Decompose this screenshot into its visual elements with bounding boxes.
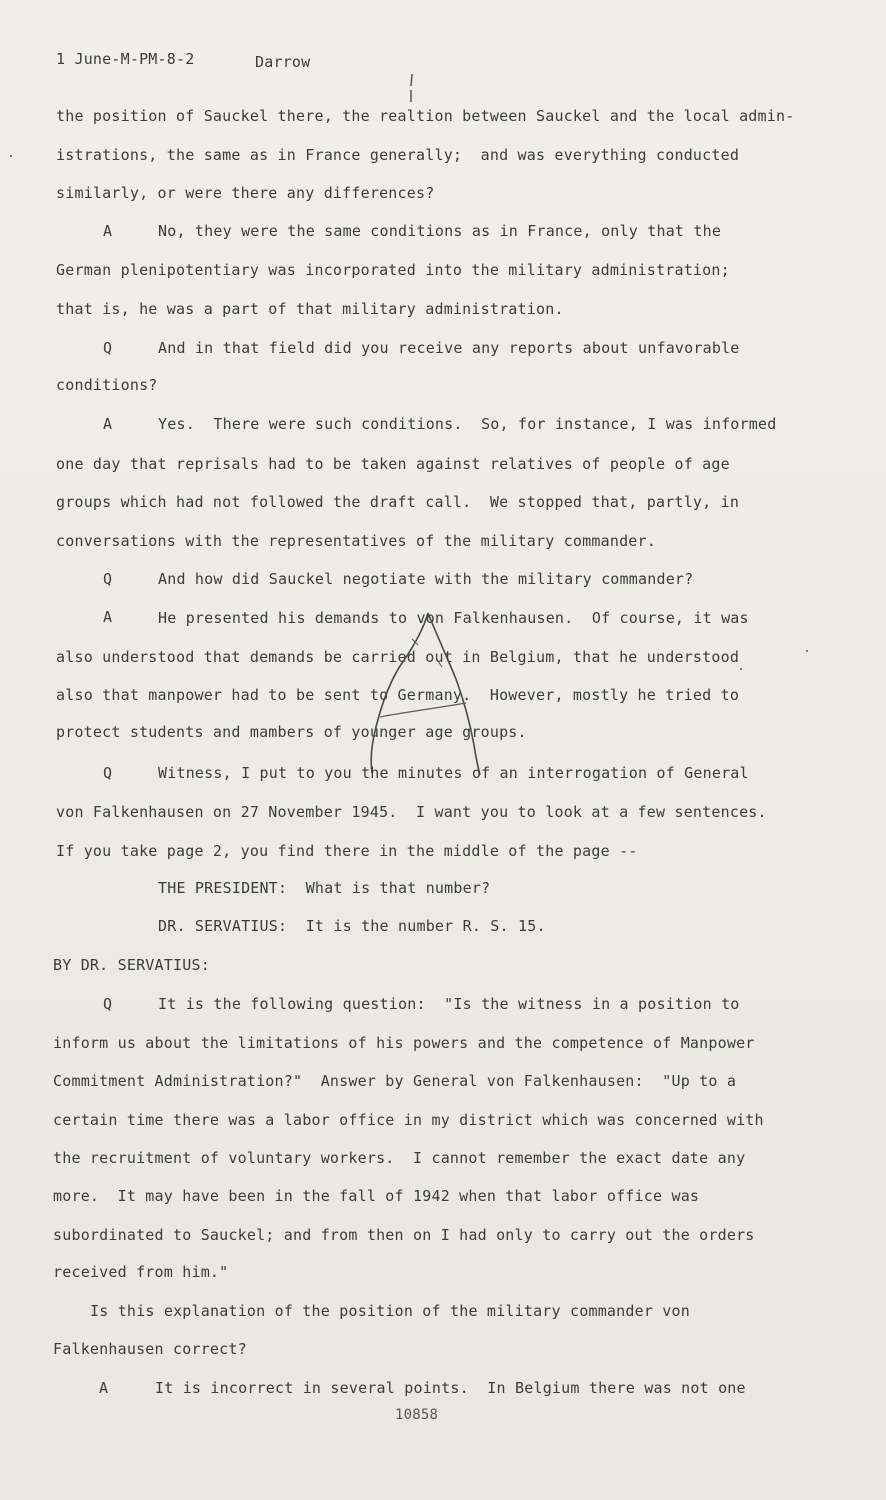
transcript-line: similarly, or were there any differences?	[56, 184, 435, 202]
transcript-line: Falkenhausen correct?	[53, 1340, 247, 1358]
transcript-line: istrations, the same as in France generally; and was everything conducted	[56, 146, 740, 164]
speaker-label: A	[103, 222, 113, 240]
transcript-line: German plenipotentiary was incorporated into the military administration;	[56, 261, 730, 279]
transcript-line: And how did Sauckel negotiate with the military commander?	[158, 570, 694, 588]
transcript-line: It is incorrect in several points. In Belgium there was not one	[155, 1379, 746, 1397]
speaker-label: Q	[103, 764, 113, 782]
reporter-name: Darrow	[255, 53, 311, 71]
transcript-line: conversations with the representatives of the military commander.	[56, 532, 656, 550]
margin-dot	[740, 668, 742, 670]
margin-dot	[10, 155, 12, 157]
transcript-line: inform us about the limitations of his powers and the competence of Manpower	[53, 1034, 755, 1052]
pencil-scribble	[340, 605, 500, 780]
transcript-line: one day that reprisals had to be taken against relatives of people of age	[56, 455, 730, 473]
page-id: 1 June-M-PM-8-2	[56, 50, 195, 68]
transcript-line: DR. SERVATIUS: It is the number R. S. 15.	[158, 917, 546, 935]
transcript-line: No, they were the same conditions as in France, only that the	[158, 222, 722, 240]
transcript-line: the position of Sauckel there, the realtion between Sauckel and the local admin-	[56, 107, 795, 125]
transcript-line: more. It may have been in the fall of 1942 when that labor office was	[53, 1187, 700, 1205]
ink-mark-top	[405, 72, 417, 112]
speaker-label: A	[103, 415, 113, 433]
transcript-line: Yes. There were such conditions. So, for instance, I was informed	[158, 415, 777, 433]
page-number: 10858	[395, 1407, 439, 1423]
transcript-line: BY DR. SERVATIUS:	[53, 956, 210, 974]
transcript-line: Commitment Administration?" Answer by General von Falkenhausen: "Up to a	[53, 1072, 737, 1090]
transcript-line: subordinated to Sauckel; and from then on I had only to carry out the orders	[53, 1226, 755, 1244]
speaker-label: Q	[103, 570, 113, 588]
transcript-line: that is, he was a part of that military administration.	[56, 300, 564, 318]
transcript-line: the recruitment of voluntary workers. I cannot remember the exact date any	[53, 1149, 746, 1167]
transcript-line: If you take page 2, you find there in the middle of the page --	[56, 842, 638, 860]
speaker-label: A	[99, 1379, 109, 1397]
transcript-line: conditions?	[56, 376, 158, 394]
transcript-line: Witness, I put to you the minutes of an interrogation of General	[158, 764, 749, 782]
transcript-line: protect students and mambers of younger age groups.	[56, 723, 527, 741]
transcript-line: certain time there was a labor office in my district which was concerned with	[53, 1111, 764, 1129]
speaker-label: Q	[103, 339, 113, 357]
transcript-line: It is the following question: "Is the witness in a position to	[158, 995, 740, 1013]
speaker-label: Q	[103, 995, 113, 1013]
transcript-line: THE PRESIDENT: What is that number?	[158, 879, 491, 897]
transcript-line: He presented his demands to von Falkenhausen. Of course, it was	[158, 609, 749, 627]
speaker-label: A	[103, 608, 113, 626]
transcript-line: Is this explanation of the position of the military commander von	[90, 1302, 690, 1320]
margin-dot	[806, 650, 808, 652]
transcript-line: also that manpower had to be sent to Germany. However, mostly he tried to	[56, 686, 740, 704]
transcript-line: also understood that demands be carried out in Belgium, that he understood	[56, 648, 740, 666]
transcript-line: And in that field did you receive any reports about unfavorable	[158, 339, 740, 357]
transcript-line: received from him."	[53, 1263, 229, 1281]
transcript-line: groups which had not followed the draft call. We stopped that, partly, in	[56, 493, 740, 511]
transcript-line: von Falkenhausen on 27 November 1945. I want you to look at a few sentences.	[56, 803, 767, 821]
